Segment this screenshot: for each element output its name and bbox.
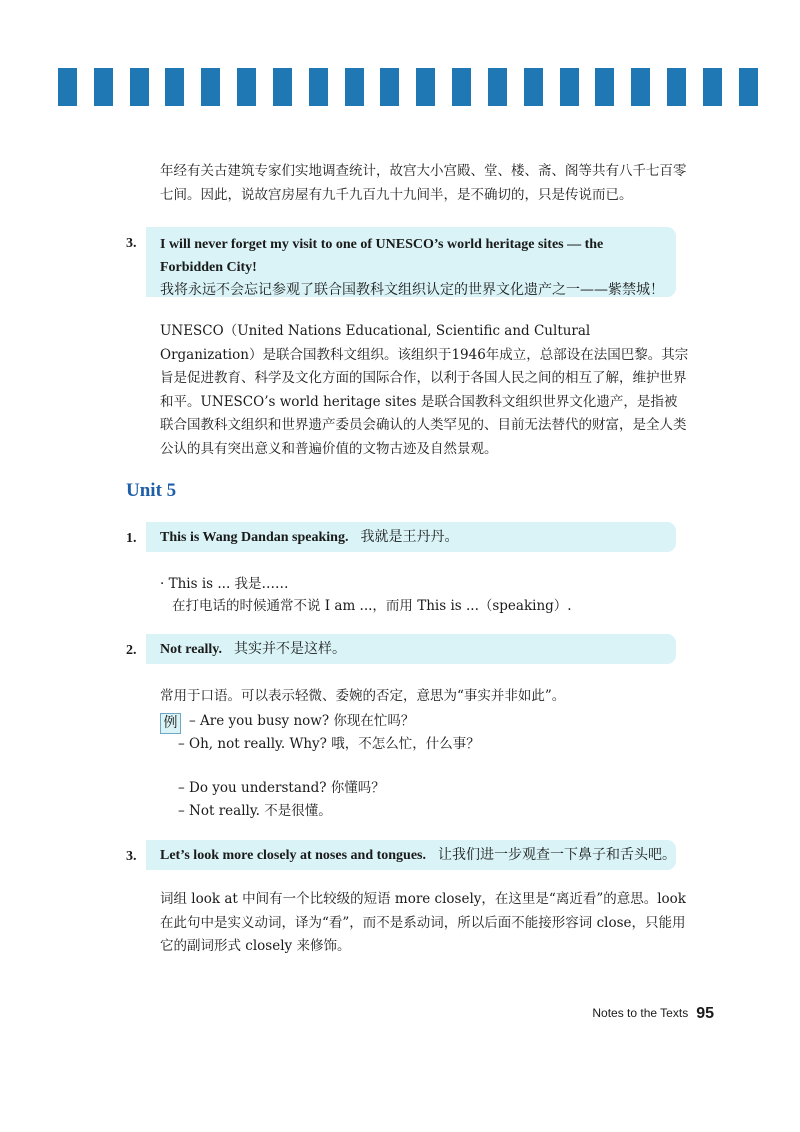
bar-block — [380, 68, 399, 106]
key-sentence-en: Not really. — [160, 642, 222, 657]
bar-block — [452, 68, 471, 106]
key-sentence-zh: 让我们进一步观查一下鼻子和舌头吧。 — [438, 847, 676, 863]
bar-block — [739, 68, 758, 106]
item-number: 2. — [126, 643, 137, 658]
bar-block — [94, 68, 113, 106]
bar-block — [631, 68, 650, 106]
key-sentence-en: I will never forget my visit to one of UNESCO’s world heritage sites — the Forbidden City! — [160, 237, 604, 275]
bar-block — [201, 68, 220, 106]
page-number: 95 — [696, 1005, 714, 1022]
note-paragraph: 词组 look at 中间有一个比较级的短语 more closely，在这里是“离近看”的意思。look 在此句中是实义动词，译为“看”，而不是系动词，所以后面不能接形容词 close，只能用它的副词形式 closely 来修饰。 — [160, 891, 686, 954]
key-sentence-box — [146, 522, 676, 552]
key-sentence-box — [146, 227, 676, 297]
bar-block — [667, 68, 686, 106]
footer-label: Notes to the Texts — [592, 1006, 689, 1020]
top-decorative-bar — [58, 68, 758, 106]
bar-block — [345, 68, 364, 106]
bullet-line: · This is ... 我是…… — [160, 576, 289, 592]
bar-block — [703, 68, 722, 106]
example-line — [160, 711, 414, 734]
example-marker: 例 — [160, 713, 181, 734]
key-sentence-box — [146, 634, 676, 664]
note-paragraph: UNESCO（United Nations Educational, Scientific and Cultural Organization）是联合国教科文组织。该组织于1946年成立，总部设在法国巴黎。其宗旨是促进教育、科学及文化方面的国际合作，以利于各国人民之间的相互了解，维护世界和平。UNESCO’s world heritage sites 是联合国教科文组织世界文化遗产，是指被联合国教科文组织和世界遗产委员会确认的人类罕见的、目前无法替代的财富，是全人类公认的具有突出意义和普遍价值的文物古迹及自然景观。 — [160, 323, 689, 457]
key-sentence-en: Let’s look more closely at noses and tongues. — [160, 848, 426, 863]
item-number: 3. — [126, 236, 137, 251]
intro-paragraph: 年经有关古建筑专家们实地调查统计，故宫大小宫殿、堂、楼、斋、阁等共有八千七百零七间。因此，说故宫房屋有九千九百九十九间半，是不确切的，只是传说而已。 — [160, 163, 687, 203]
example-text: – Are you busy now? 你现在忙吗？ — [189, 713, 415, 729]
example-line: – Do you understand? 你懂吗？ — [178, 780, 385, 796]
bar-block — [165, 68, 184, 106]
example-line: – Not really. 不是很懂。 — [178, 803, 332, 819]
bar-block — [130, 68, 149, 106]
bullet-explanation: 在打电话的时候通常不说 I am ...，而用 This is ...（speaking）. — [172, 598, 572, 614]
bar-block — [488, 68, 507, 106]
key-sentence-zh: 我将永远不会忘记参观了联合国教科文组织认定的世界文化遗产之一——紫禁城！ — [160, 282, 664, 298]
bar-block — [560, 68, 579, 106]
bar-block — [237, 68, 256, 106]
key-sentence-box — [146, 840, 676, 870]
page-footer — [592, 1005, 714, 1023]
key-sentence-zh: 我就是王丹丹。 — [360, 529, 459, 545]
bar-block — [416, 68, 435, 106]
bar-block — [58, 68, 77, 106]
item-number: 1. — [126, 531, 137, 546]
bar-block — [595, 68, 614, 106]
key-sentence-zh: 其实并不是这样。 — [233, 641, 346, 657]
example-line: – Oh, not really. Why? 哦，不怎么忙，什么事？ — [178, 736, 480, 752]
bar-block — [273, 68, 292, 106]
bar-block — [524, 68, 543, 106]
note-paragraph: 常用于口语。可以表示轻微、委婉的否定，意思为“事实并非如此”。 — [160, 688, 566, 704]
key-sentence-en: This is Wang Dandan speaking. — [160, 530, 349, 545]
item-number: 3. — [126, 849, 137, 864]
unit-title: Unit 5 — [126, 480, 177, 501]
bar-block — [309, 68, 328, 106]
